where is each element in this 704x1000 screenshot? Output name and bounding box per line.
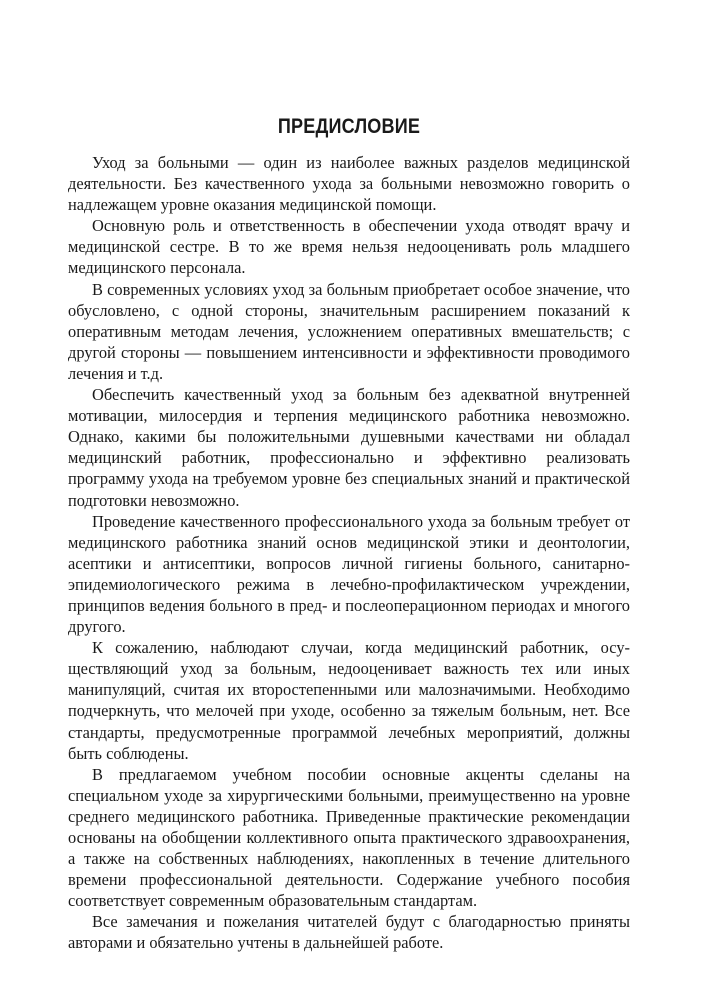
- paragraph-8: Все замечания и пожелания читателей будут с благодарностью приняты авторами и обязательно учтены в дальнейшей работе.: [68, 912, 630, 953]
- page-content: [68, 115, 630, 954]
- page-title: ПРЕДИСЛОВИЕ: [277, 115, 421, 138]
- paragraph-7: В предлагаемом учебном пособии основные акценты сделаны на специальном уходе за хирургическими больными, преимущественно на уровне среднего медицинского работника. Приведенные практические рекомендации основаны на обобщении коллективного опыта практического здравоохранения, а также на собственных наблюдениях, накопленных в течение длительного времени профессиональной деятельности. Содержание учебного пособия соответствует современным образовательным стандартам.: [68, 764, 630, 911]
- paragraph-3: В современных условиях уход за больным приобретает особое значение, что обусловлено, с одной стороны, значительным расширением показаний к оперативным методам лечения, усложнением оперативных вмешательств; с другой стороны — повышением интенсивности и эффективности проводимого лечения и т.д.: [68, 279, 630, 383]
- paragraph-5: Проведение качественного профессионального ухода за больным требует от медицинского работника знаний основ медицинской этики и деонтологии, асептики и антисептики, вопросов личной гигиены больного, санитарно-эпидемиологического режима в лечебно-профилактическом учреждении, принципов ведения больного в пред- и послеоперационном периодах и многого другого.: [68, 511, 630, 637]
- paragraph-1: Уход за больными — один из наиболее важных разделов медицинской деятельности. Без качественного ухода за больными невозможно говорить о надлежащем уровне оказания медицинской помощи.: [68, 153, 630, 215]
- preface-body: [68, 152, 630, 954]
- paragraph-2: Основную роль и ответственность в обеспечении ухода отводят врачу и медицинской сестре. В то же время нельзя недооценивать роль младшего медицинского персонала.: [68, 216, 630, 278]
- paragraph-4: Обеспечить качественный уход за больным без адекватной внутренней мотивации, милосердия и терпения медицинского работника невозможно. Однако, какими бы положительными душевными качествами ни обладал медицинский работник, профессионально и эффективно реализовать программу ухода на требуемом уровне без специальных знаний и практической подготовки невозможно.: [68, 385, 630, 510]
- paragraph-6: К сожалению, наблюдают случаи, когда медицинский работник, осуществляющий уход за больным, недооценивает важность тех или иных манипуляций, считая их второстепенными или малозначимыми. Необходимо подчеркнуть, что мелочей при уходе, особенно за тяжелым больным, нет. Все стандарты, предусмотренные программой лечебных мероприятий, должны быть соблюдены.: [68, 638, 630, 763]
